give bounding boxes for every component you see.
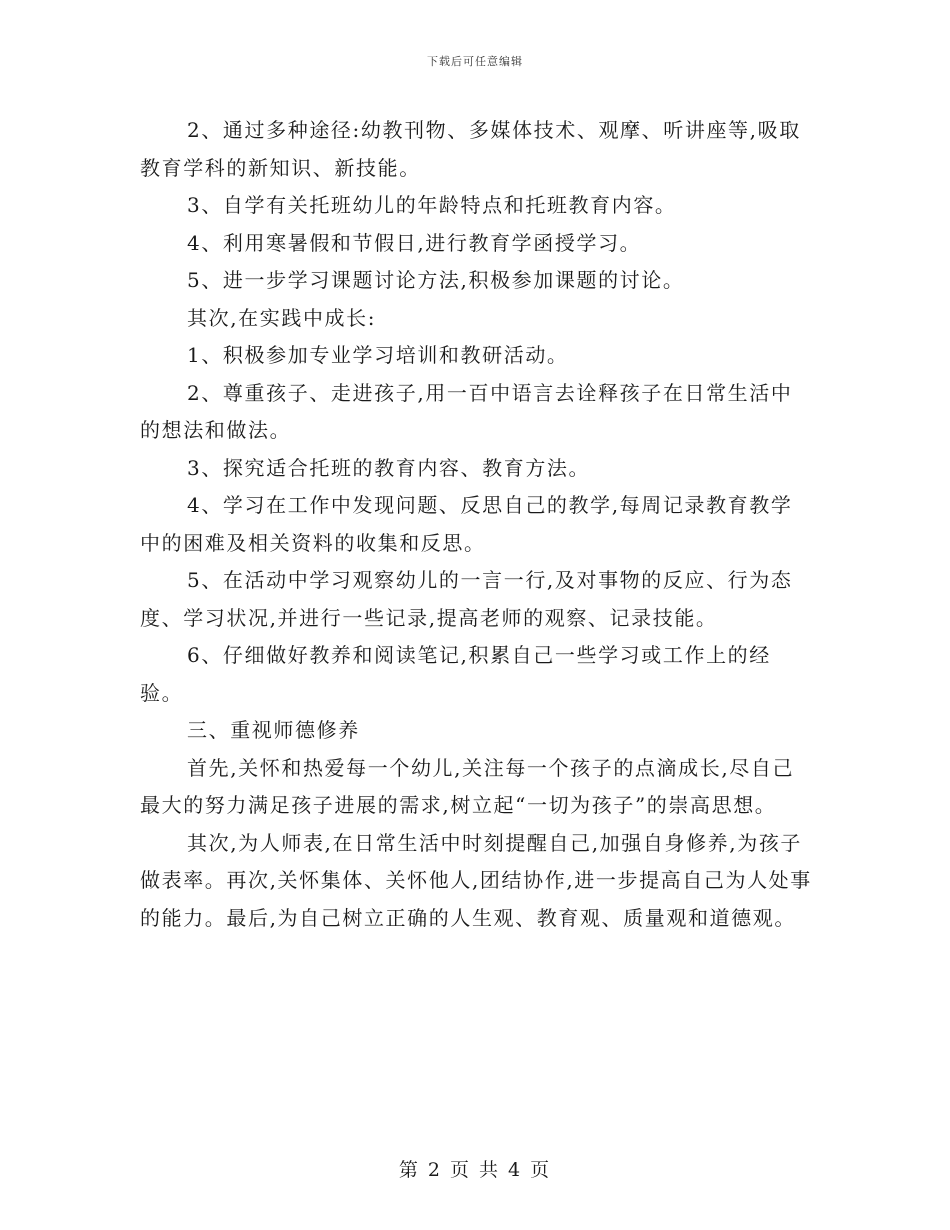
section-heading: 三、重视师德修养 bbox=[187, 718, 360, 742]
paragraph: 4、学习在工作中发现问题、反思自己的教学,每周记录教育教学中的困难及相关资料的收集和反思。 bbox=[140, 493, 793, 555]
page-header: 下载后可任意编辑 bbox=[427, 55, 523, 68]
document-body bbox=[140, 112, 812, 937]
paragraph: 其次,为人师表,在日常生活中时刻提醒自己,加强自身修养,为孩子做表率。再次,关怀集体、关怀他人,团结协作,进一步提高自己为人处事的能力。最后,为自己树立正确的人生观、教育观、质量观和道德观。 bbox=[140, 830, 812, 930]
current-page-number: 2 bbox=[427, 1159, 442, 1181]
paragraph: 3、自学有关托班幼儿的年龄特点和托班教育内容。 bbox=[187, 193, 677, 217]
paragraph: 4、利用寒暑假和节假日,进行教育学函授学习。 bbox=[187, 230, 642, 255]
paragraph: 1、积极参加专业学习培训和教研活动。 bbox=[187, 343, 569, 367]
paragraph: 首先,关怀和热爱每一个幼儿,关注每一个孩子的点滴成长,尽自己最大的努力满足孩子进展的需求,树立起“一切为孩子”的崇高思想。 bbox=[140, 755, 795, 817]
paragraph: 6、仔细做好教养和阅读笔记,积累自己一些学习或工作上的经验。 bbox=[140, 643, 771, 705]
paragraph: 5、在活动中学习观察幼儿的一言一行,及对事物的反应、行为态度、学习状况,并进行一些记录,提高老师的观察、记录技能。 bbox=[140, 568, 793, 630]
section-subheading: 其次,在实践中成长: bbox=[187, 305, 377, 330]
total-pages-number: 4 bbox=[508, 1159, 523, 1181]
paragraph: 5、进一步学习课题讨论方法,积极参加课题的讨论。 bbox=[187, 268, 685, 292]
page-footer bbox=[0, 1155, 950, 1182]
footer-suffix: 页 bbox=[530, 1159, 552, 1181]
footer-middle: 页 共 bbox=[449, 1159, 501, 1181]
paragraph: 2、尊重孩子、走进孩子,用一百中语言去诠释孩子在日常生活中的想法和做法。 bbox=[140, 380, 793, 442]
paragraph: 2、通过多种途径:幼教刊物、多媒体技术、观摩、听讲座等,吸取教育学科的新知识、新技能。 bbox=[140, 118, 801, 180]
paragraph: 3、探究适合托班的教育内容、教育方法。 bbox=[187, 455, 591, 480]
footer-prefix: 第 bbox=[398, 1159, 420, 1181]
